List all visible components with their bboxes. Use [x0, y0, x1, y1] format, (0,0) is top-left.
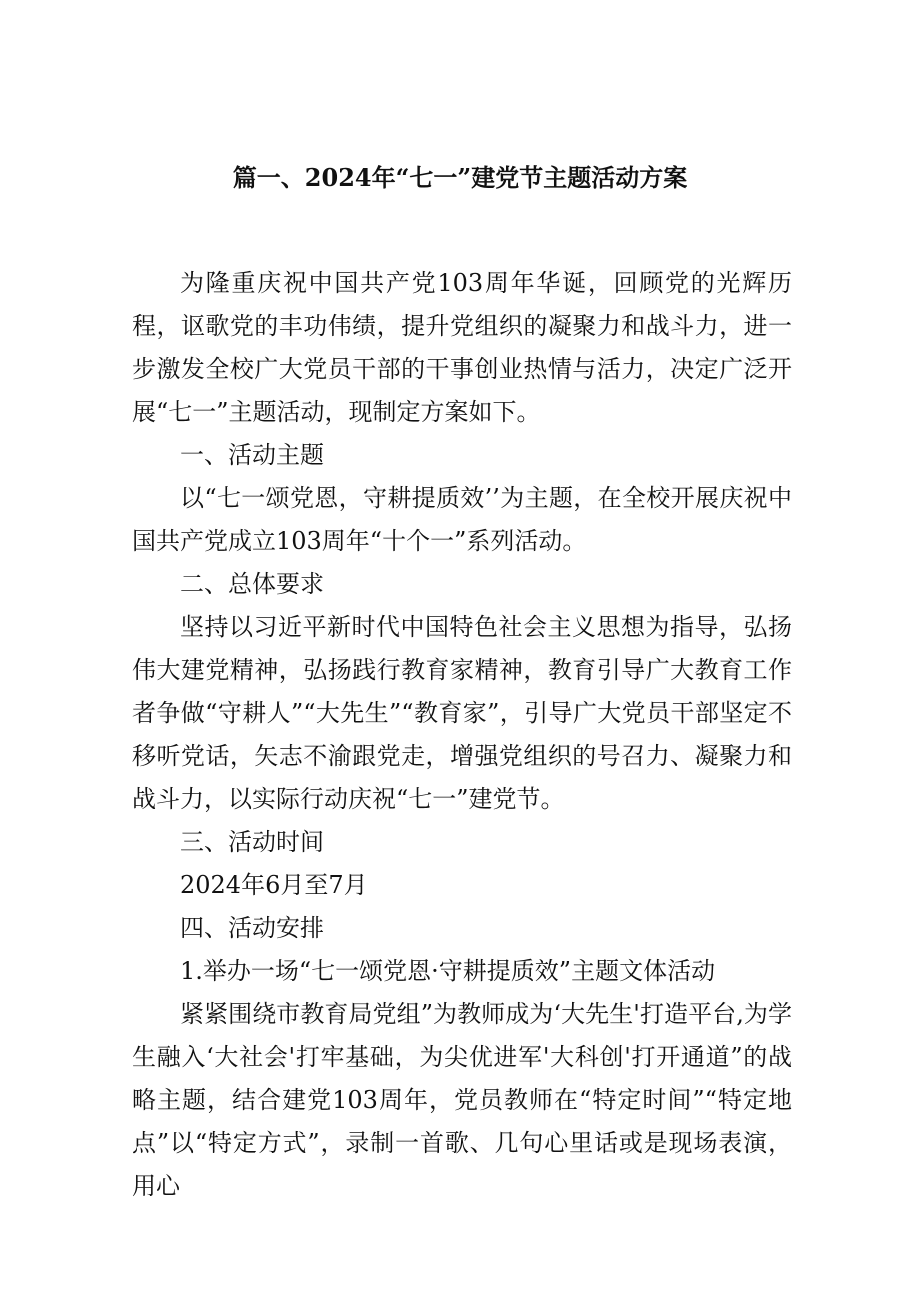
- arrangement-paragraph: 紧紧围绕市教育局党组”为教师成为‘大先生'打造平台,为学生融入‘大社会'打牢基础，为尖优进军'大科创'打开通道”的战略主题，结合建党103周年，党员教师在“特定时间”“特定地点”以“特定方式”，录制一首歌、几句心里话或是现场表演，用心: [132, 1000, 792, 1200]
- theme-paragraph: 以“七一颂党恩，守耕提质效’’为主题，在全校开展庆祝中国共产党成立103周年“十个一”系列活动。: [132, 484, 792, 555]
- arrangement-item-1: 1.举办一场“七一颂党恩·守耕提质效”主题文体活动: [180, 957, 716, 985]
- time-paragraph: 2024年6月至7月: [180, 871, 368, 899]
- document-title: 篇一、2024年“七一”建党节主题活动方案: [232, 163, 688, 192]
- section-heading-arrangement: 四、活动安排: [180, 914, 324, 942]
- section-heading-theme: 一、活动主题: [180, 441, 324, 469]
- section-heading-requirements: 二、总体要求: [180, 570, 324, 598]
- intro-paragraph: 为隆重庆祝中国共产党103周年华诞，回顾党的光辉历程，讴歌党的丰功伟绩，提升党组织的凝聚力和战斗力，进一步激发全校广大党员干部的干事创业热情与活力，决定广泛开展“七一”主题活动，现制定方案如下。: [132, 269, 792, 426]
- document-body: [132, 262, 792, 1208]
- section-heading-time: 三、活动时间: [180, 828, 324, 856]
- requirements-paragraph: 坚持以习近平新时代中国特色社会主义思想为指导，弘扬伟大建党精神，弘扬践行教育家精神，教育引导广大教育工作者争做“守耕人”“大先生”“教育家”，引导广大党员干部坚定不移听党话，矢志不渝跟党走，增强党组织的号召力、凝聚力和战斗力，以实际行动庆祝“七一”建党节。: [132, 613, 792, 813]
